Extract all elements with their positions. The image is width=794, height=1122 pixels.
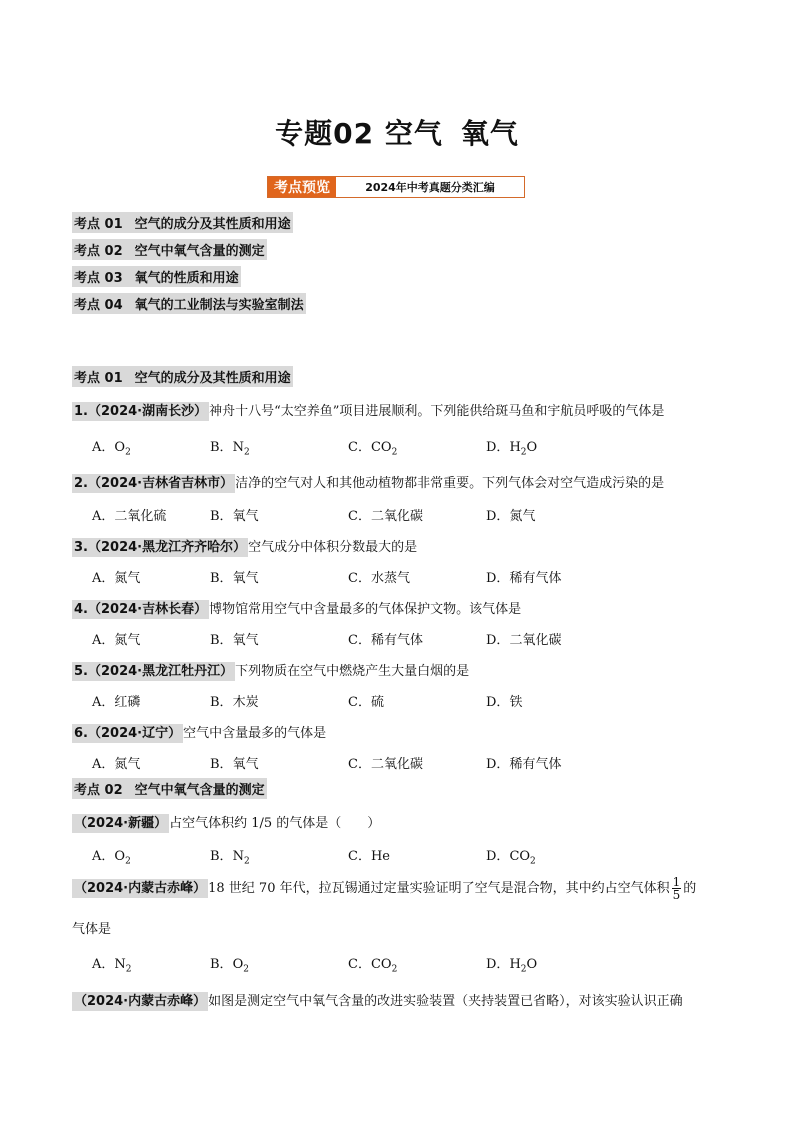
option-b: B．氧气 [210,633,259,648]
title-main: 专题02 空气 [275,117,443,150]
toc-item-4: 考点 04 氧气的工业制法与实验室制法 [72,293,306,314]
option-c: C．二氧化碳 [348,757,423,772]
question-5: 5.（2024·黑龙江牡丹江） 下列物质在空气中燃烧产生大量白烟的是 [74,664,470,679]
option-d: D．$H_2O$ [486,957,538,975]
option-a: A．氮气 [92,633,141,648]
section-heading-2: 考点 02 空气中氧气含量的测定 [72,778,267,799]
banner-tag: 考点预览 [268,177,336,197]
option-c: C．He [348,849,390,864]
option-d: D．$CO_2$ [486,849,536,867]
option-c: C．水蒸气 [348,571,410,586]
option-a: A．氮气 [92,571,141,586]
option-c: C．硫 [348,695,384,710]
fraction-one-fifth: $\frac{1}{5}$ [672,875,681,902]
option-b: B．氧气 [210,757,259,772]
option-c: C．$CO_2$ [348,957,398,975]
toc-item-3: 考点 03 氧气的性质和用途 [72,266,241,287]
option-d: D．稀有气体 [486,571,562,586]
banner-subtitle: 2024年中考真题分类汇编 [365,181,495,194]
option-a: A．红磷 [92,695,141,710]
question-3: 3.（2024·黑龙江齐齐哈尔） 空气成分中体积分数最大的是 [74,540,418,555]
option-d: D．稀有气体 [486,757,562,772]
preview-banner [267,176,525,198]
option-a: A．$O_2$ [92,849,131,867]
question-6: 6.（2024·辽宁） 空气中含量最多的气体是 [74,726,327,741]
option-a: A．二氧化硫 [92,509,167,524]
option-b: B．$N_2$ [210,849,250,867]
question-1: 1.（2024·湖南长沙） 神舟十八号“太空养鱼”项目进展顺利。下列能供给斑马鱼和宇航员呼吸的气体是 [74,404,665,419]
question-2: 2.（2024·吉林省吉林市） 洁净的空气对人和其他动植物都非常重要。下列气体会对空气造成污染的是 [74,476,665,491]
toc-item-1: 考点 01 空气的成分及其性质和用途 [72,212,293,233]
option-d: D．铁 [486,695,523,710]
option-d: D．$H_2O$ [486,440,538,458]
option-d: D．二氧化碳 [486,633,562,648]
option-b: B．氧气 [210,571,259,586]
option-b: B．$N_2$ [210,440,250,458]
option-c: C．二氧化碳 [348,509,423,524]
option-a: A．$N_2$ [92,957,132,975]
title-second: 氧气 [460,117,519,150]
toc-item-2: 考点 02 空气中氧气含量的测定 [72,239,267,260]
question-4: 4.（2024·吉林长春） 博物馆常用空气中含量最多的气体保护文物。该气体是 [74,602,522,617]
option-b: B．氧气 [210,509,259,524]
question-8-line2: 气体是 [72,922,112,937]
page-title [0,112,794,152]
section-heading-1: 考点 01 空气的成分及其性质和用途 [72,366,293,387]
option-c: C．$CO_2$ [348,440,398,458]
option-a: A．氮气 [92,757,141,772]
option-c: C．稀有气体 [348,633,423,648]
question-9: （2024·内蒙古赤峰） 如图是测定空气中氧气含量的改进实验装置（夹持装置已省略），对该实验认识正确 [74,994,683,1009]
option-b: B．$O_2$ [210,957,249,975]
question-7: （2024·新疆） 占空气体积约 1/5 的气体是（ ） [74,816,381,831]
option-a: A．$O_2$ [92,440,131,458]
question-8: （2024·内蒙古赤峰） 18 世纪 70 年代，拉瓦锡通过定量实验证明了空气是混合物，其中约占空气体积 $\frac{1}{5}$ 的 [74,875,697,902]
option-b: B．木炭 [210,695,259,710]
option-d: D．氮气 [486,509,536,524]
